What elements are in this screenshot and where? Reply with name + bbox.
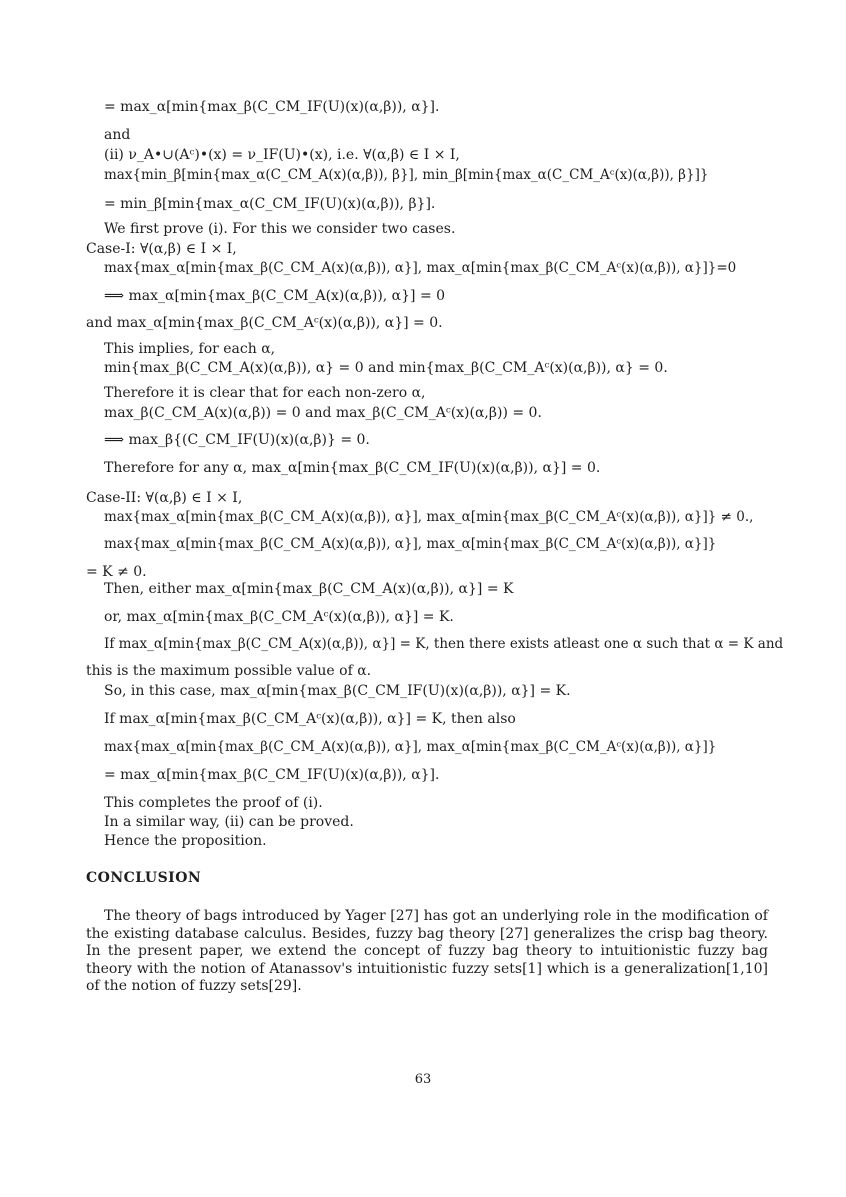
text-line: (ii) ν_A•∪(Aᶜ)•(x) = ν_IF(U)•(x), i.e. ∀(α,β) ∈ I × I, bbox=[104, 147, 460, 163]
eq-line: ⟹ max_α[min{max_β(C_CM_A(x)(α,β)), α}] = 0 bbox=[104, 288, 446, 304]
eq-line: max_β(C_CM_A(x)(α,β)) = 0 and max_β(C_CM_Aᶜ(x)(α,β)) = 0. bbox=[104, 405, 542, 421]
eq-line: max{max_α[min{max_β(C_CM_A(x)(α,β)), α}], max_α[min{max_β(C_CM_Aᶜ(x)(α,β)), α}]} ≠ 0., bbox=[104, 509, 754, 525]
eq-line: = min_β[min{max_α(C_CM_IF(U)(x)(α,β)), β}]. bbox=[104, 196, 436, 212]
eq-line: max{max_α[min{max_β(C_CM_A(x)(α,β)), α}], max_α[min{max_β(C_CM_Aᶜ(x)(α,β)), α}]}=0 bbox=[104, 260, 737, 276]
text-line: In a similar way, (ii) can be proved. bbox=[104, 814, 354, 830]
case-heading: Case-I: ∀(α,β) ∈ I × I, bbox=[86, 241, 237, 257]
case-heading: Case-II: ∀(α,β) ∈ I × I, bbox=[86, 490, 243, 506]
eq-line: ⟹ max_β{(C_CM_IF(U)(x)(α,β)} = 0. bbox=[104, 432, 370, 448]
eq-line: Then, either max_α[min{max_β(C_CM_A(x)(α,β)), α}] = K bbox=[104, 581, 514, 597]
eq-line: max{max_α[min{max_β(C_CM_A(x)(α,β)), α}], max_α[min{max_β(C_CM_Aᶜ(x)(α,β)), α}]} bbox=[104, 739, 717, 755]
text-line: and bbox=[104, 127, 131, 143]
eq-line: If max_α[min{max_β(C_CM_Aᶜ(x)(α,β)), α}] = K, then also bbox=[104, 711, 516, 727]
eq-line: If max_α[min{max_β(C_CM_A(x)(α,β)), α}] = K, then there exists atleast one α such that α = K and bbox=[104, 636, 784, 652]
text-line: Hence the proposition. bbox=[104, 833, 267, 849]
eq-line: max{min_β[min{max_α(C_CM_A(x)(α,β)), β}], min_β[min{max_α(C_CM_Aᶜ(x)(α,β)), β}]} bbox=[104, 167, 709, 183]
eq-line: = max_α[min{max_β(C_CM_IF(U)(x)(α,β)), α}]. bbox=[104, 767, 440, 783]
eq-line: So, in this case, max_α[min{max_β(C_CM_IF(U)(x)(α,β)), α}] = K. bbox=[104, 683, 571, 699]
eq-line: = max_α[min{max_β(C_CM_IF(U)(x)(α,β)), α}]. bbox=[104, 99, 440, 115]
section-heading: CONCLUSION bbox=[86, 870, 202, 886]
eq-line: = K ≠ 0. bbox=[86, 564, 147, 580]
text-line: We first prove (i). For this we consider two cases. bbox=[104, 221, 456, 237]
text-line: This implies, for each α, bbox=[104, 341, 276, 357]
eq-line: Therefore for any α, max_α[min{max_β(C_CM_IF(U)(x)(α,β)), α}] = 0. bbox=[104, 460, 601, 476]
eq-line: and max_α[min{max_β(C_CM_Aᶜ(x)(α,β)), α}] = 0. bbox=[86, 315, 443, 331]
eq-line: min{max_β(C_CM_A(x)(α,β)), α} = 0 and min{max_β(C_CM_Aᶜ(x)(α,β)), α} = 0. bbox=[104, 360, 668, 376]
eq-line: or, max_α[min{max_β(C_CM_Aᶜ(x)(α,β)), α}] = K. bbox=[104, 609, 454, 625]
page-number: 63 bbox=[414, 1072, 432, 1087]
text-line: This completes the proof of (i). bbox=[104, 795, 323, 811]
conclusion-paragraph: The theory of bags introduced by Yager [27] has got an underlying role in the modification of the existing database calculus. Besides, fuzzy bag theory [27] generalizes the crisp bag theory. In the present paper, we extend the concept of fuzzy bag theory to intuitionistic fuzzy bag theory with the notion of Atanassov's intuitionistic fuzzy sets[1] which is a generalization[1,10] of the notion of fuzzy sets[29]. bbox=[86, 908, 768, 994]
text-line: Therefore it is clear that for each non-zero α, bbox=[104, 385, 426, 401]
text-line: this is the maximum possible value of α. bbox=[86, 663, 372, 679]
eq-line: max{max_α[min{max_β(C_CM_A(x)(α,β)), α}], max_α[min{max_β(C_CM_Aᶜ(x)(α,β)), α}]} bbox=[104, 536, 717, 552]
